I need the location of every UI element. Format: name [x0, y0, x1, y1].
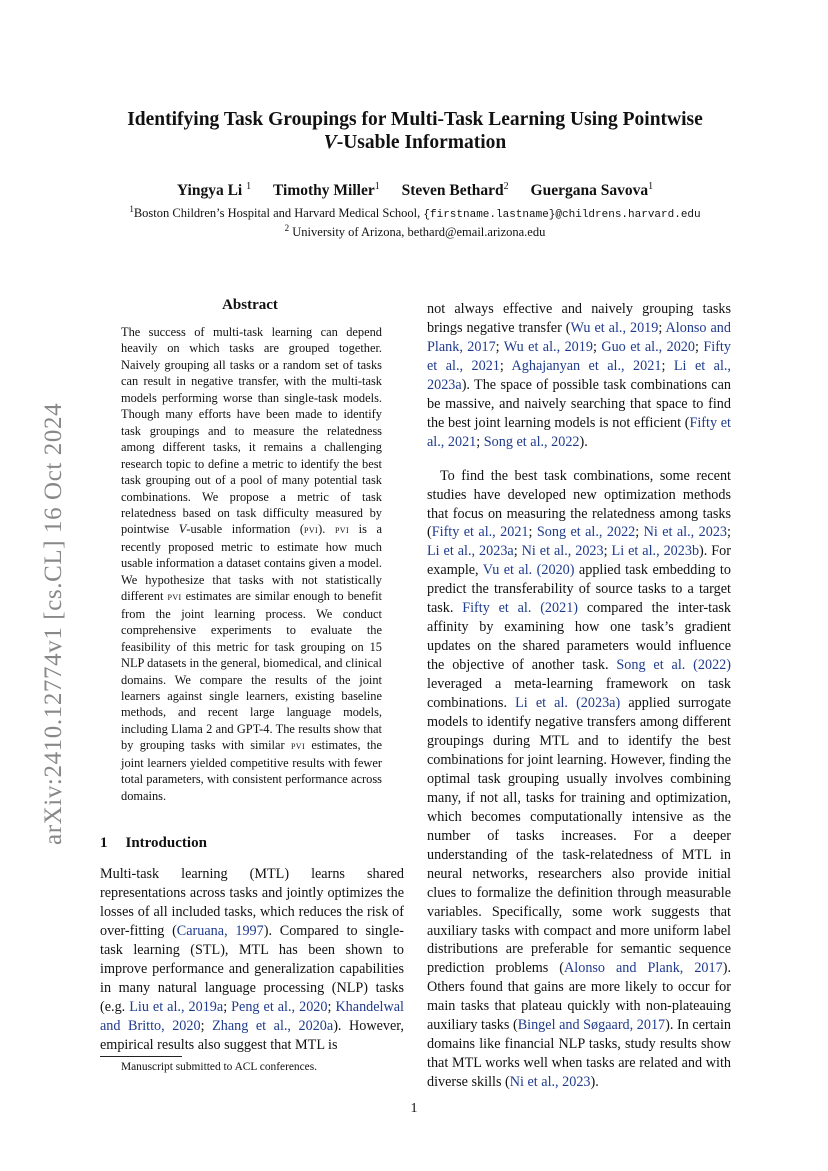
citation-link[interactable]: Liu et al., 2019a [129, 998, 224, 1015]
author-name: Steven Bethard [401, 182, 504, 200]
author-name: Yingya Li [176, 182, 243, 200]
body-text: ; [695, 338, 704, 355]
author-name: Timothy Miller [272, 182, 375, 200]
author-affil-mark: 2 [503, 181, 509, 192]
paragraph [427, 467, 731, 1092]
citation-link[interactable]: Alonso and Plank, 2017 [427, 319, 731, 355]
abstract-text: estimates, the joint learners yielded competitive results with fewer total parameters, with consistent performance across domains. [121, 738, 383, 803]
body-text: ; [513, 543, 522, 560]
pvi-term: pvi [304, 524, 319, 537]
citation-link[interactable]: Li et al., 2023a [427, 543, 514, 560]
footnote-divider [100, 1056, 182, 1057]
body-text: ; [658, 319, 666, 336]
v-symbol: V [178, 522, 187, 537]
body-text: ; [603, 543, 612, 560]
citation-link[interactable]: Fifty et al., 2021 [427, 338, 731, 374]
affiliation-2 [100, 223, 730, 240]
paragraph [427, 300, 731, 452]
citation-link[interactable]: Fifty et al. (2021) [462, 600, 579, 617]
body-text: not always effective and naively grouping tasks brings negative transfer ( [427, 301, 731, 336]
body-text: ; [592, 338, 602, 355]
citation-link[interactable]: Vu et al. (2020) [482, 562, 575, 579]
affiliation-text: University of Arizona, bethard@email.arizona.edu [292, 225, 546, 240]
arxiv-stamp: arXiv:2410.12774v1 [cs.CL] 16 Oct 2024 [40, 402, 67, 845]
body-text: ; [635, 524, 644, 541]
citation-link[interactable]: Ni et al., 2023 [643, 524, 728, 541]
body-text: ). For example, [427, 543, 731, 579]
citation-link[interactable]: Ni et al., 2023 [509, 1074, 591, 1091]
pvi-term: pvi [334, 524, 350, 537]
citation-link[interactable]: Caruana, 1997 [176, 922, 264, 939]
pvi-term: pvi [167, 591, 182, 604]
abstract-text: is a recently proposed metric to estimate how much usable information a dataset contains given a model. We hypothesize that tasks with not statistically different [121, 522, 383, 604]
body-text: ). Compared to single-task learning (STL), MTL has been shown to improve performance and generalization capabilities in many natural language processing (NLP) tasks (e.g. [100, 922, 404, 1015]
abstract-text: -usable information ( [186, 522, 304, 537]
citation-link[interactable]: Li et al., 2023a [427, 357, 731, 393]
body-text: To find the best task combinations, some recent studies have developed new optimization methods that focus on measuring the relatedness among tasks ( [427, 467, 731, 541]
body-text: ; [528, 524, 537, 541]
citation-link[interactable]: Alonso and Plank, 2017 [564, 960, 723, 977]
citation-link[interactable]: Li et al. (2023a) [515, 695, 621, 712]
title-line-2-text: -Usable Information [336, 132, 507, 153]
body-text: ; [200, 1017, 213, 1034]
abstract-body [121, 324, 382, 804]
body-text: applied task embedding to predict the transferability of source tasks to a target task. [427, 562, 731, 617]
intro-left-column [100, 865, 404, 1055]
author [531, 182, 654, 199]
citation-link[interactable]: Wu et al., 2019 [570, 319, 659, 336]
section-heading [100, 835, 207, 852]
body-text: ; [495, 338, 504, 355]
pvi-term: pvi [290, 740, 306, 753]
citation-link[interactable]: Wu et al., 2019 [503, 338, 593, 355]
body-text: Multi-task learning (MTL) learns shared representations across tasks and jointly optimizes the losses of all included tasks, which reduces the risk of over-fitting ( [100, 866, 404, 939]
citation-link[interactable]: Song et al., 2022 [483, 433, 580, 450]
body-text: ). Others found that gains are more likely to occur for main tasks that plateau quickly with non-plateauing auxiliary tasks ( [427, 960, 731, 1034]
author [177, 182, 251, 199]
author-affil-mark: 1 [246, 181, 252, 192]
affiliation-mark: 2 [284, 223, 290, 233]
body-text: applied surrogate models to identify negative transfers among different groupings during MTL and to identify the best combinations for joint learning. However, finding the optimal task grouping usually involves combining many, if not all, tasks for training and optimization, which becomes computationally intensive as the number of tasks increases. For a deeper understanding of the task-relatedness of MTL in neural networks, researchers also provide initial clues to formalize the definition through measurable variables. Specifically, some work suggests that auxiliary tasks with compact and more uniform label distributions are preferable for semantic sequence prediction problems ( [427, 695, 731, 977]
citation-link[interactable]: Fifty et al., 2021 [431, 524, 529, 541]
citation-link[interactable]: Li et al., 2023b [611, 543, 700, 560]
page-number: 1 [410, 1101, 418, 1116]
author [273, 182, 380, 199]
citation-link[interactable]: Song et al. (2022) [616, 657, 731, 674]
author-affil-mark: 1 [374, 181, 380, 192]
body-text: compared the inter-task affinity by examining how one task’s gradient updates on the shared parameters would influence the objective of another task. [427, 600, 731, 674]
affiliation-email: {firstname.lastname}@childrens.harvard.edu [423, 209, 701, 222]
body-text: ; [223, 998, 232, 1015]
body-text: ; [661, 357, 674, 374]
footnote: Manuscript submitted to ACL conferences. [121, 1061, 318, 1073]
abstract-text: ). [318, 522, 335, 537]
body-text: ). [590, 1074, 599, 1091]
author [402, 182, 509, 199]
intro-right-column [427, 300, 731, 1092]
affiliation-text: Boston Children’s Hospital and Harvard Medical School, [133, 206, 421, 221]
body-text: ). However, empirical results also suggest that MTL is [100, 1017, 404, 1053]
author-name: Guergana Savova [530, 182, 649, 200]
affiliation-1 [100, 204, 730, 221]
citation-link[interactable]: Khandelwal and Britto, 2020 [100, 998, 404, 1034]
v-symbol: V [323, 132, 337, 153]
title-line-2 [100, 131, 730, 154]
body-text: ). The space of possible task combinations can be massive, and naively searching that space to find the best joint learning models is not efficient ( [427, 376, 731, 431]
citation-link[interactable]: Peng et al., 2020 [231, 998, 328, 1015]
title-line-1: Identifying Task Groupings for Multi-Task Learning Using Pointwise [127, 109, 703, 130]
body-text: ; [727, 524, 731, 541]
abstract-text: The success of multi-task learning can depend heavily on which tasks are grouped together. Naively grouping all tasks or a random set of tasks can result in negative transfer, with the multi-task models performing worse than single-task models. Though many efforts have been made to identify task groupings and to measure the relatedness among different tasks, it remains a challenging research topic to define a metric to identify the best task grouping out of a pool of many potential task combinations. We propose a metric of task relatedness based on task difficulty measured by pointwise [121, 325, 382, 537]
citation-link[interactable]: Song et al., 2022 [536, 524, 636, 541]
citation-link[interactable]: Ni et al., 2023 [521, 543, 604, 560]
body-text: ; [327, 998, 336, 1015]
citation-link[interactable]: Bingel and Søgaard, 2017 [517, 1017, 666, 1034]
author-list [100, 181, 730, 200]
body-text: ). [579, 433, 588, 450]
citation-link[interactable]: Zhang et al., 2020a [212, 1017, 334, 1034]
citation-link[interactable]: Guo et al., 2020 [601, 338, 695, 355]
section-title: Introduction [125, 835, 207, 851]
citation-link[interactable]: Fifty et al., 2021 [427, 414, 731, 450]
body-text: leveraged a meta-learning framework on task combinations. [427, 676, 731, 712]
body-text: ; [499, 357, 512, 374]
abstract-heading: Abstract [222, 297, 278, 313]
citation-link[interactable]: Aghajanyan et al., 2021 [511, 357, 662, 374]
affiliation-mark: 1 [129, 204, 134, 214]
section-number: 1 [100, 835, 108, 851]
abstract-text: estimates are similar enough to benefit from the joint learning process. We conduct comprehensive experiments to evaluate the feasibility of this metric for task grouping on 15 NLP datasets in the general, biomedical, and clinical domains. We compare the results of the joint learners against single learners, existing baseline methods, and recent large language models, including Llama 2 and GPT-4. The results show that by grouping tasks with similar [121, 589, 383, 753]
paper-title [100, 108, 730, 154]
body-text: ; [476, 433, 484, 450]
author-affil-mark: 1 [648, 181, 654, 192]
body-text: ). In certain domains like financial NLP tasks, study results show that MTL works well when tasks are related and with diverse skills ( [427, 1017, 731, 1091]
